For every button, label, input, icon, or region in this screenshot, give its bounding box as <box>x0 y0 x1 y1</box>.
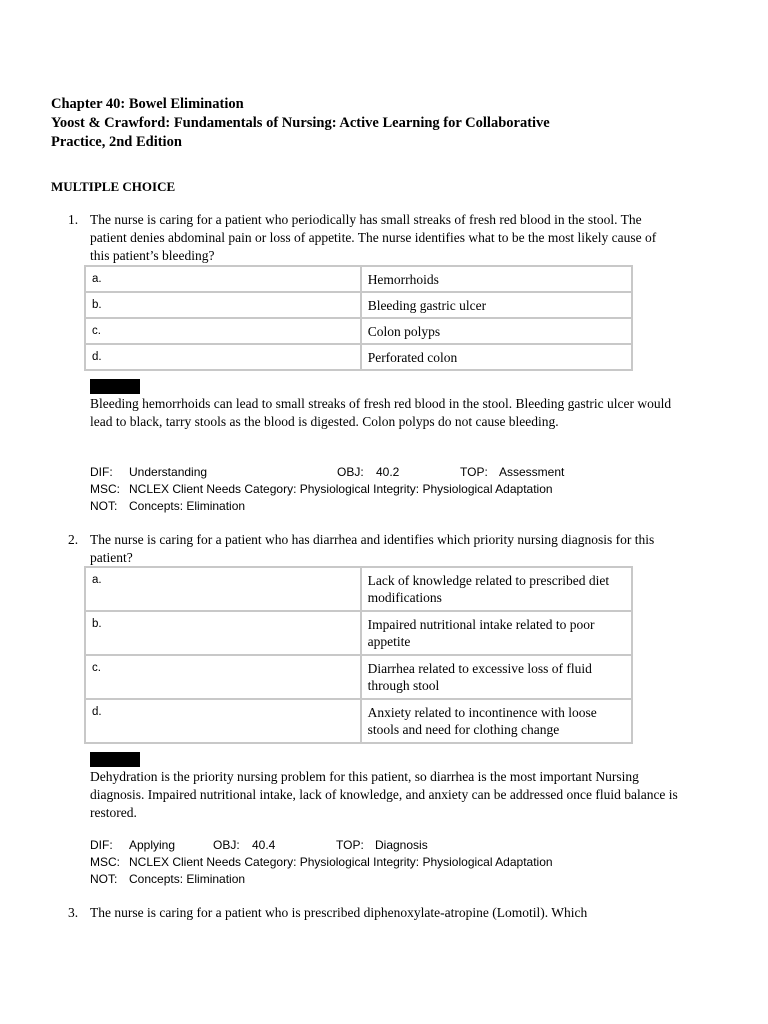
choice-letter: b. <box>85 611 361 655</box>
obj-label: OBJ: <box>213 838 240 852</box>
choice-letter: d. <box>85 344 361 370</box>
metadata-dif-row <box>90 464 650 481</box>
choice-row <box>85 292 632 318</box>
choice-letter: b. <box>85 292 361 318</box>
choice-row <box>85 266 632 292</box>
choice-row <box>85 567 632 611</box>
rationale-text: Bleeding hemorrhoids can lead to small streaks of fresh red blood in the stool. Bleeding gastric ulcer would lead to black, tarry stools as the blood is digested. Colon polyps do not cause bleeding. <box>90 396 672 429</box>
dif-label: DIF: <box>90 838 113 852</box>
choice-row <box>85 611 632 655</box>
metadata-msc-row <box>90 481 650 498</box>
dif-value: Applying <box>129 838 176 852</box>
msc-label: MSC: <box>90 855 120 869</box>
top-value: Assessment <box>499 465 565 479</box>
dif-value: Understanding <box>129 465 208 479</box>
choice-text: Colon polyps <box>361 318 632 344</box>
metadata-dif-row <box>90 837 650 854</box>
rationale-text: Dehydration is the priority nursing problem for this patient, so diarrhea is the most important Nursing diagnosis. Impaired nutritional intake, lack of knowledge, and anxiety can be addressed once fluid balance is restored. <box>90 769 678 820</box>
question-text: The nurse is caring for a patient who is prescribed diphenoxylate-atropine (Lomotil). Which <box>90 905 588 920</box>
choice-text: Anxiety related to incontinence with loose stools and need for clothing change <box>361 699 632 743</box>
choice-letter: c. <box>85 318 361 344</box>
choice-letter: d. <box>85 699 361 743</box>
chapter-title: Chapter 40: Bowel Elimination <box>51 96 244 112</box>
question-number: 2. <box>68 532 79 547</box>
top-label: TOP: <box>336 838 364 852</box>
choice-row <box>85 344 632 370</box>
msc-label: MSC: <box>90 482 120 496</box>
msc-value: NCLEX Client Needs Category: Physiological Integrity: Physiological Adaptation <box>129 482 553 496</box>
choice-text: Perforated colon <box>361 344 632 370</box>
choice-text: Diarrhea related to excessive loss of fluid through stool <box>361 655 632 699</box>
choice-letter: a. <box>85 266 361 292</box>
answer-choices-table <box>84 265 633 371</box>
metadata-not-row <box>90 871 650 888</box>
choice-row <box>85 655 632 699</box>
not-label: NOT: <box>90 872 118 886</box>
not-value: Concepts: Elimination <box>129 872 246 886</box>
redacted-answer-key <box>90 752 140 767</box>
obj-value: 40.4 <box>252 838 276 852</box>
not-value: Concepts: Elimination <box>129 499 246 513</box>
answer-choices-table <box>84 566 633 744</box>
choice-text: Bleeding gastric ulcer <box>361 292 632 318</box>
choice-text: Lack of knowledge related to prescribed diet modifications <box>361 567 632 611</box>
metadata-not-row <box>90 498 650 515</box>
question-number: 1. <box>68 212 79 227</box>
question-text: The nurse is caring for a patient who periodically has small streaks of fresh red blood in the stool. The patient denies abdominal pain or loss of appetite. The nurse identifies what to be the most likely cause of this patient’s bleeding? <box>90 212 657 263</box>
obj-value: 40.2 <box>376 465 400 479</box>
msc-value: NCLEX Client Needs Category: Physiological Integrity: Physiological Adaptation <box>129 855 553 869</box>
choice-row <box>85 318 632 344</box>
choice-letter: a. <box>85 567 361 611</box>
choice-row <box>85 699 632 743</box>
dif-label: DIF: <box>90 465 113 479</box>
top-value: Diagnosis <box>375 838 428 852</box>
question-number: 3. <box>68 905 79 920</box>
choice-text: Impaired nutritional intake related to poor appetite <box>361 611 632 655</box>
choice-text: Hemorrhoids <box>361 266 632 292</box>
obj-label: OBJ: <box>337 465 364 479</box>
top-label: TOP: <box>460 465 488 479</box>
book-title-line-1: Yoost & Crawford: Fundamentals of Nursing: Active Learning for Collaborative <box>51 115 550 131</box>
metadata-msc-row <box>90 854 650 871</box>
question-text: The nurse is caring for a patient who has diarrhea and identifies which priority nursing diagnosis for this patient? <box>90 532 655 565</box>
book-title-line-2: Practice, 2nd Edition <box>51 134 182 150</box>
redacted-answer-key <box>90 379 140 394</box>
section-title: MULTIPLE CHOICE <box>51 179 176 194</box>
not-label: NOT: <box>90 499 118 513</box>
choice-letter: c. <box>85 655 361 699</box>
